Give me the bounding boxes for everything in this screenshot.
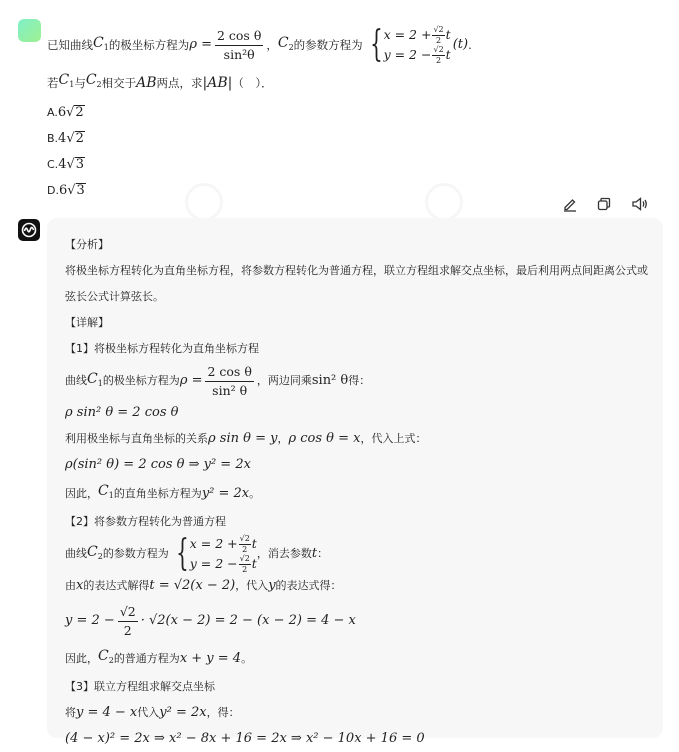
- answer-message: [47, 218, 663, 746]
- step1-line1: 曲线 $C_1$ 的极坐标方程为 ρ = $\frac{\text{2 cos θ}}{\text{sin² θ}}$ ，两边同乘 sin² θ 得：: [65, 363, 371, 398]
- detail-title: 【详解】: [65, 316, 109, 329]
- fraction: $\frac{\text{2 cos θ}}{\text{sin²θ}}$: [216, 27, 262, 62]
- step2-line1: 曲线 $C_2$ 的参数方程为 { x = 2 + $\frac{√2}{2}$ t y = 2 − $\frac{√2}{2}$ t ，消去参数 t ：: [65, 533, 329, 574]
- step1-line4: ρ(sin² θ) = 2 cos θ ⇒ y² = 2x: [65, 457, 251, 472]
- option-d[interactable]: D. 6 √ 3: [47, 182, 85, 198]
- text: 已知曲线: [47, 38, 93, 52]
- step1-line2: ρ sin² θ = 2 cos θ: [65, 405, 179, 420]
- step3-title: 【3】联立方程组求解交点坐标: [65, 680, 215, 693]
- step1-line3: 利用极坐标与直角坐标的关系 ρ sin θ = y ， ρ cos θ = x ，代入上式：: [65, 431, 427, 446]
- question-line-1: [47, 22, 647, 68]
- step3-line1: 将 y = 4 − x 代入 y² = 2x ，得：: [65, 705, 240, 720]
- speaker-icon[interactable]: [631, 196, 647, 212]
- step2-line3: y = 2 − $\frac{√2}{2}$ · √2(x − 2) = 2 − (x − 2) = 4 − x: [65, 603, 356, 638]
- answer-options: [47, 99, 647, 203]
- question-message: [47, 22, 647, 203]
- c1-symbol: $C_1$: [93, 34, 109, 52]
- math: ρ =: [189, 37, 212, 52]
- step3-line2: (4 − x)² = 2x ⇒ x² − 8x + 16 = 2x ⇒ x² − 10x + 16 = 0: [65, 731, 425, 746]
- step1-line5: 因此， $C_1$ 的直角坐标方程为 y² = 2x 。: [65, 483, 261, 501]
- parametric-system: { x = 2 + $\frac{√2}{2}$ t y = 2 − $\frac{√2}{2}$ t (t) .: [369, 24, 472, 65]
- ai-avatar: [18, 219, 40, 241]
- copy-icon[interactable]: [596, 196, 612, 212]
- step2-title: 【2】将参数方程转化为普通方程: [65, 515, 226, 528]
- step2-line4: 因此， $C_2$ 的普通方程为 x + y = 4 。: [65, 648, 253, 666]
- analysis-text: 将极坐标方程转化为直角坐标方程，将参数方程转化为普通方程，联立方程组求解交点坐标，最后利用两点间距离公式或弦长公式计算弦长。: [65, 264, 648, 303]
- option-c[interactable]: C. 4 √ 3: [47, 156, 85, 172]
- text: 的极坐标方程为: [108, 38, 190, 52]
- edit-icon[interactable]: [562, 196, 578, 212]
- question-line-2: 若 $C_1$ 与 $C_2$ 相交于 AB 两点，求 |AB| （ ）．: [47, 72, 273, 91]
- c2-symbol: $C_2$: [277, 34, 294, 52]
- step1-title: 【1】将极坐标方程转化为直角坐标方程: [65, 342, 259, 355]
- step2-line2: 由 x 的表达式解得 t = √2(x − 2) ，代入 y 的表达式得：: [65, 578, 342, 593]
- user-avatar: [18, 19, 41, 42]
- text: ，: [266, 38, 278, 52]
- text: 的参数方程为: [293, 38, 363, 52]
- analysis-title: 【分析】: [65, 238, 109, 251]
- option-a[interactable]: A. 6 √ 2: [47, 104, 84, 120]
- option-b[interactable]: B. 4 √ 2: [47, 130, 84, 146]
